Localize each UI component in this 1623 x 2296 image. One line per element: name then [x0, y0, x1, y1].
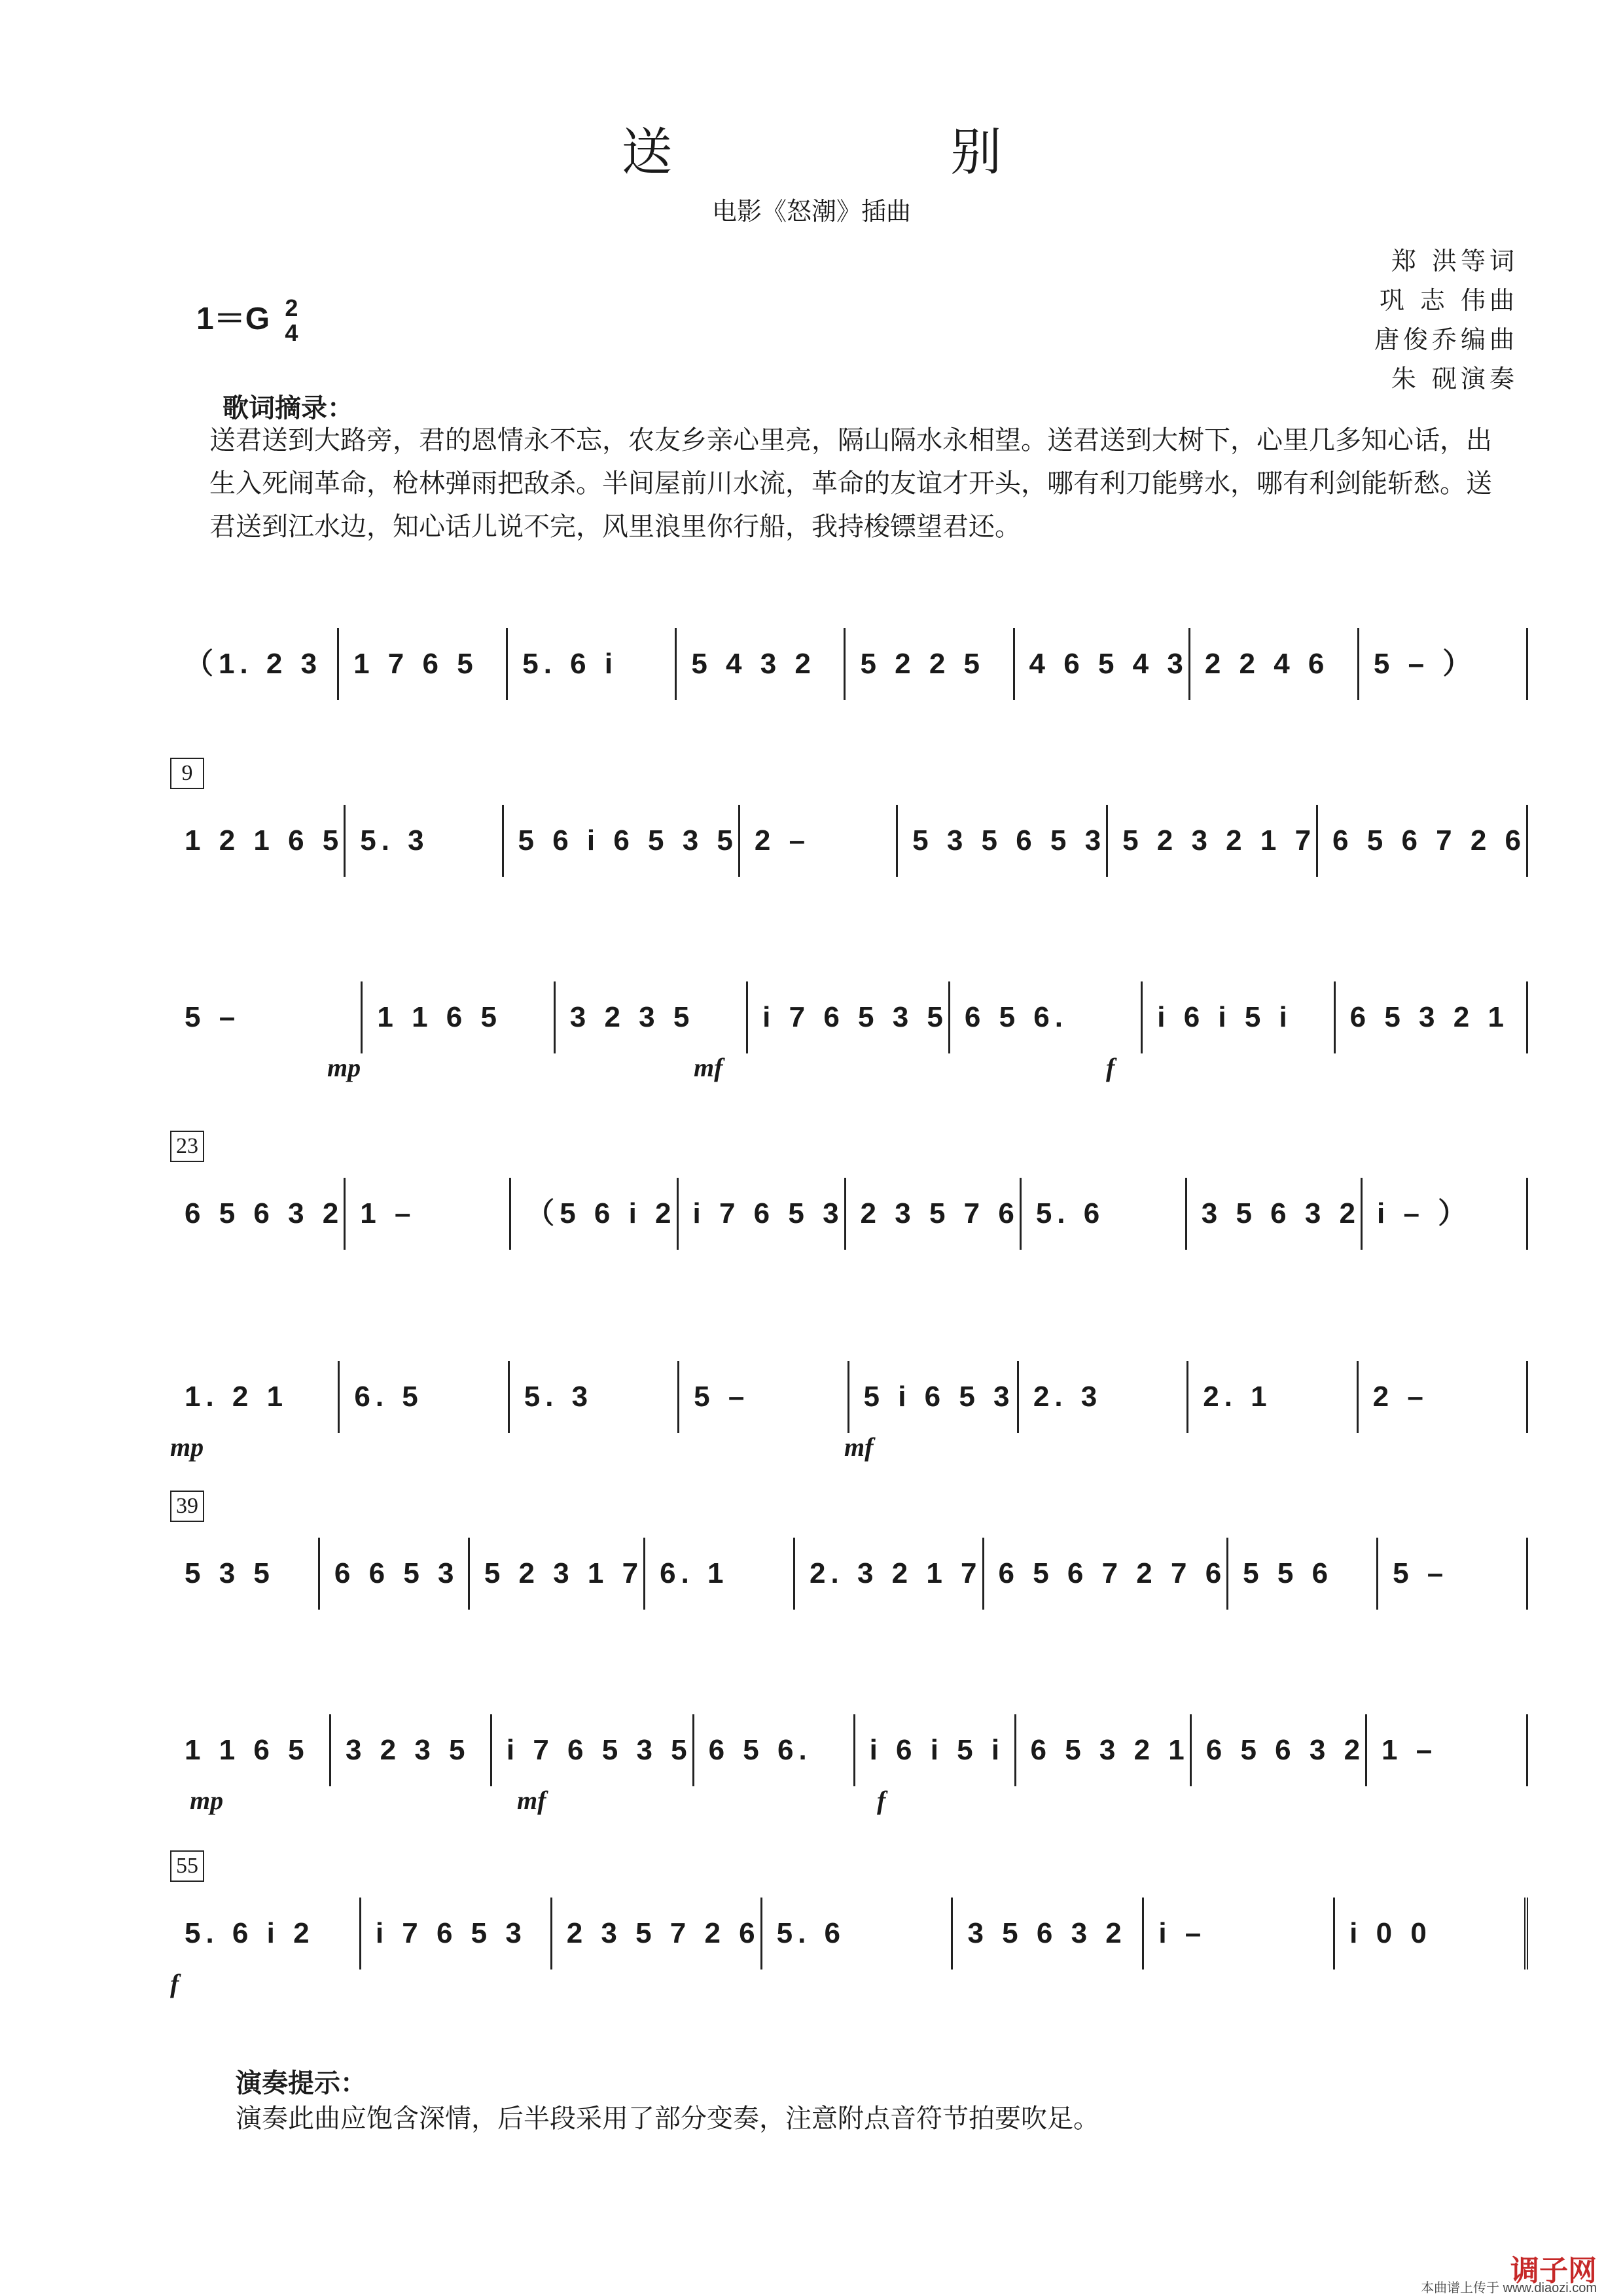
lyrics-heading: 歌词摘录： — [223, 393, 353, 423]
measure: 1. 2 1 — [170, 1361, 340, 1433]
tips-body: 演奏此曲应饱含深情，后半段采用了部分变奏，注意附点音符节拍要吹足。 — [236, 2104, 1099, 2134]
measure-group — [170, 1898, 1528, 1969]
measure-number: 39 — [170, 1491, 204, 1522]
measure: 6. 5 — [340, 1361, 509, 1433]
measure: 5 2 3 1 7 — [470, 1538, 645, 1610]
dynamic-mark: mp — [190, 1786, 224, 1815]
measure: （1. 2 3 — [170, 628, 339, 700]
measure-group — [170, 1538, 1528, 1610]
dynamic-mark: mf — [694, 1053, 723, 1082]
measure: 3 2 3 5 — [331, 1714, 492, 1786]
score-row-7 — [170, 1714, 1528, 1815]
measure: 5 2 3 2 1 7 — [1108, 805, 1318, 877]
measure: i 0 0 — [1335, 1898, 1528, 1969]
measure: 2 3 5 7 6 — [846, 1178, 1022, 1250]
measure: 2 – — [740, 805, 898, 877]
measure: 6 5 6 3 2 — [1192, 1714, 1367, 1786]
credit-performer: 朱 砚演奏 — [1391, 364, 1518, 393]
measure: i 7 6 5 3 — [679, 1178, 846, 1250]
time-signature — [285, 296, 298, 345]
score-row-6 — [170, 1494, 1528, 1610]
page-subtitle: 电影《怒潮》插曲 — [711, 197, 911, 226]
measure: 2. 3 — [1019, 1361, 1188, 1433]
watermark-logo: 调子网 — [1510, 2255, 1597, 2287]
credit-arranger: 唐俊乔编曲 — [1374, 325, 1518, 354]
measure: 6 6 5 3 — [320, 1538, 470, 1610]
measure: 1 1 6 5 — [363, 981, 555, 1053]
dynamic-mark: mf — [844, 1432, 874, 1462]
dynamic-mark: mp — [327, 1053, 361, 1082]
measure: 6 5 6. — [694, 1714, 855, 1786]
measure: 3 2 3 5 — [556, 981, 748, 1053]
dynamic-mark: mf — [517, 1786, 546, 1815]
measure: 5 5 6 — [1228, 1538, 1378, 1610]
score-row-3 — [170, 981, 1528, 1082]
measure: 3 5 6 3 2 — [953, 1898, 1144, 1969]
score-row-8 — [170, 1854, 1528, 1998]
measure: 1 – — [346, 1178, 511, 1250]
page-title: 送 别 — [621, 123, 1133, 182]
measure: 2 – — [1359, 1361, 1528, 1433]
measure: 5 – ） — [1359, 628, 1528, 700]
measure: 6 5 6 7 2 6 — [1318, 805, 1528, 877]
measure: 3 5 6 3 2 — [1187, 1178, 1363, 1250]
watermark-text: 本曲谱上传于 www.diaozi.com — [1421, 2281, 1597, 2295]
measure: i 6 i 5 i — [855, 1714, 1016, 1786]
measure: 2. 3 2 1 7 — [795, 1538, 984, 1610]
measure-number: 9 — [170, 758, 204, 789]
measure-group — [170, 1178, 1528, 1250]
measure: 2. 1 — [1188, 1361, 1358, 1433]
dynamic-mark: f — [170, 1969, 179, 1998]
measure: 6 5 6. — [950, 981, 1143, 1053]
measure: 5. 3 — [346, 805, 503, 877]
dynamic-mark: mp — [170, 1432, 204, 1462]
measure: 6. 1 — [645, 1538, 795, 1610]
measure: i 7 6 5 3 5 — [748, 981, 950, 1053]
measure: 5. 6 i 2 — [170, 1898, 361, 1969]
measure: 5. 3 — [510, 1361, 679, 1433]
time-bottom: 4 — [285, 319, 298, 347]
measure: 1 7 6 5 — [339, 628, 508, 700]
measure-group — [170, 981, 1528, 1053]
score-row-5 — [170, 1361, 1528, 1462]
measure: 6 5 6 7 2 7 6 — [984, 1538, 1229, 1610]
measure-group — [170, 1714, 1528, 1786]
measure: 1 1 6 5 — [170, 1714, 331, 1786]
credit-composer: 巩 志 伟曲 — [1379, 286, 1518, 315]
time-top: 2 — [285, 294, 298, 322]
score-row-1 — [170, 628, 1528, 700]
measure: i – ） — [1363, 1178, 1528, 1250]
dynamic-mark: f — [877, 1786, 886, 1815]
measure: 2 3 5 7 2 6 — [552, 1898, 762, 1969]
measure: 6 5 3 2 1 — [1336, 981, 1528, 1053]
measure: 5 6 i 6 5 3 5 — [504, 805, 740, 877]
lyrics-body: 送君送到大路旁，君的恩情永不忘，农友乡亲心里亮，隔山隔水永相望。送君送到大树下，心里几多知心话，出生入死闹革命，枪林弹雨把敌杀。半间屋前川水流，革命的友谊才开头，哪有利刀能劈水，哪有利剑能斩愁。送君送到江水边，知心话儿说不完，风里浪里你行船，我持梭镖望君还。 — [209, 425, 1492, 542]
measure: 6 5 3 2 1 — [1016, 1714, 1192, 1786]
measure: 1 2 1 6 5 — [170, 805, 346, 877]
measure: 5 3 5 — [170, 1538, 320, 1610]
score-row-2 — [170, 761, 1528, 877]
measure-group — [170, 628, 1528, 700]
measure: 1 – — [1367, 1714, 1528, 1786]
measure-number: 55 — [170, 1850, 204, 1882]
measure: 5 i 6 5 3 — [849, 1361, 1019, 1433]
measure: i – — [1144, 1898, 1335, 1969]
measure: 2 2 4 6 — [1190, 628, 1359, 700]
measure: 5. 6 — [1022, 1178, 1187, 1250]
measure: 5. 6 i — [508, 628, 677, 700]
measure: 4 6 5 4 3 — [1015, 628, 1190, 700]
measure: i 7 6 5 3 5 — [492, 1714, 694, 1786]
measure: 5 4 3 2 — [677, 628, 846, 700]
key-signature — [196, 293, 298, 345]
measure: 5. 6 — [762, 1898, 954, 1969]
measure-group — [170, 805, 1528, 877]
credit-lyricist: 郑 洪等词 — [1391, 247, 1518, 275]
measure: i 7 6 5 3 — [361, 1898, 552, 1969]
measure: i 6 i 5 i — [1143, 981, 1335, 1053]
measure-number: 23 — [170, 1131, 204, 1162]
measure: 5 – — [1378, 1538, 1528, 1610]
measure: 6 5 6 3 2 — [170, 1178, 346, 1250]
tips-heading: 演奏提示： — [236, 2068, 366, 2098]
measure: 5 – — [679, 1361, 849, 1433]
measure: （5 6 i 2 — [511, 1178, 678, 1250]
measure: 5 3 5 6 5 3 — [898, 805, 1108, 877]
score-row-4 — [170, 1134, 1528, 1250]
measure-group — [170, 1361, 1528, 1433]
measure: 5 – — [170, 981, 363, 1053]
key-label: 1＝G — [196, 302, 270, 336]
measure: 5 2 2 5 — [846, 628, 1014, 700]
dynamic-mark: f — [1106, 1053, 1115, 1082]
